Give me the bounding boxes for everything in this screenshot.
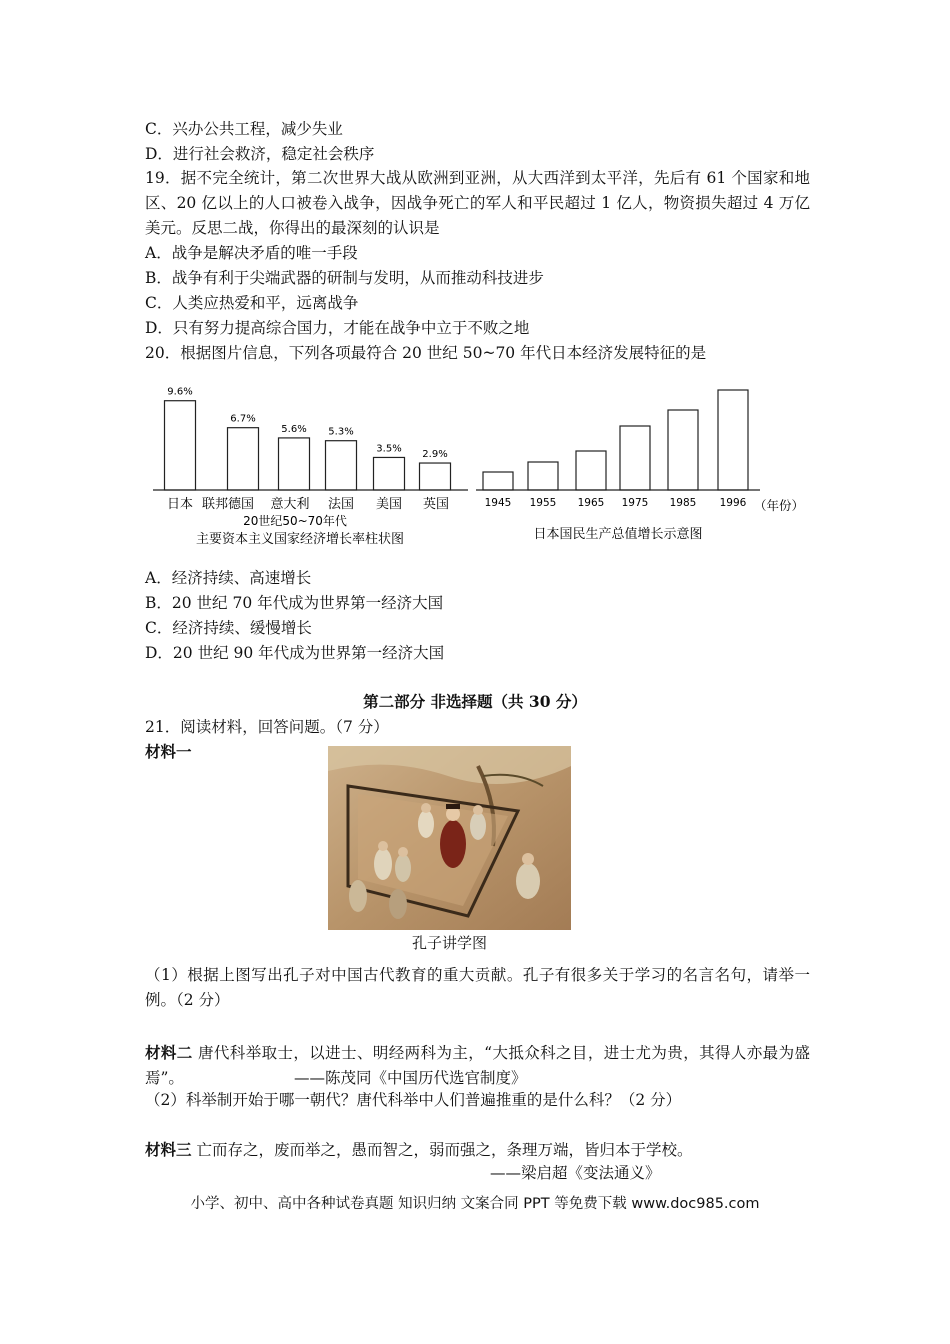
- bar-value-label-4: 3.5%: [376, 443, 402, 455]
- chart2-xlabel: （年份）: [754, 498, 805, 513]
- q20-stem: 20．根据图片信息，下列各项最符合 20 世纪 50~70 年代日本经济发展特征的是: [145, 344, 707, 362]
- gnp-bar-4: [668, 410, 698, 490]
- gnp-bar-0: [483, 472, 513, 490]
- material-2-source: ——陈茂同《中国历代选官制度》: [293, 1069, 527, 1087]
- category-label-0: 日本: [166, 497, 194, 512]
- material-2-label: 材料二: [145, 1043, 193, 1062]
- q19-stem: 19．据不完全统计，第二次世界大战从欧洲到亚洲，从大西洋到太平洋，先后有 61 个国家和地区、20 亿以上的人口被卷入战争，因战争死亡的军人和平民超过 1 亿人，物资损失超过 4 万亿美元。反思二战，你得出的最深刻的认识是: [145, 169, 810, 237]
- material-3-label: 材料三: [145, 1140, 192, 1159]
- bar-value-label-0: 9.6%: [167, 386, 193, 398]
- q19-option-b: B．战争有利于尖端武器的研制与发明，从而推动科技进步: [145, 269, 544, 287]
- year-label-0: 1945: [484, 497, 512, 509]
- q21-sub2: （2）科举制开始于哪一朝代？唐代科举中人们普遍推重的是什么科？（2 分）: [145, 1091, 682, 1109]
- gnp-growth-chart: [470, 375, 815, 555]
- year-label-1: 1955: [529, 497, 557, 509]
- gnp-bar-3: [620, 426, 650, 490]
- category-label-4: 美国: [375, 497, 403, 512]
- year-label-3: 1975: [621, 497, 649, 509]
- bar-value-label-2: 5.6%: [281, 423, 307, 435]
- q20-option-c: C．经济持续、缓慢增长: [145, 619, 312, 637]
- confucius-teaching-painting: [328, 746, 571, 930]
- year-label-2: 1965: [577, 497, 605, 509]
- material-3-text: 亡而存之，废而举之，愚而智之，弱而强之，条理万端，皆归本于学校。: [196, 1141, 693, 1159]
- gnp-bar-1: [528, 462, 558, 490]
- q21-sub1: （1）根据上图写出孔子对中国古代教育的重大贡献。孔子有很多关于学习的名言名句，请举一例。（2 分）: [145, 966, 810, 1009]
- material-1-label: 材料一: [145, 742, 192, 761]
- bar-1: [228, 428, 259, 490]
- footer-text: 小学、初中、高中各种试卷真题 知识归纳 文案合同 PPT 等免费下载 www.doc985.com: [190, 1196, 760, 1212]
- bar-4: [374, 457, 405, 490]
- chart2-title: 日本国民生产总值增长示意图: [533, 527, 703, 542]
- material-2-text: 唐代科举取士，以进士、明经两科为主，“大抵众科之目，进士尤为贵，其得人亦最为盛焉”。: [145, 1044, 810, 1087]
- gnp-bar-5: [718, 390, 748, 490]
- q18-option-c: C．兴办公共工程，减少失业: [145, 120, 343, 138]
- year-label-5: 1996: [719, 497, 747, 509]
- bar-value-label-3: 5.3%: [328, 426, 354, 438]
- material-3-source: ——梁启超《变法通义》: [490, 1164, 661, 1182]
- q20-option-a: A．经济持续、高速增长: [145, 569, 312, 587]
- material-2: [145, 1040, 810, 1091]
- material-3: [145, 1140, 692, 1160]
- bar-5: [420, 463, 451, 490]
- growth-rate-chart: [150, 375, 470, 555]
- q19-option-a: A．战争是解决矛盾的唯一手段: [145, 244, 358, 262]
- bar-3: [326, 441, 357, 490]
- q18-option-d: D．进行社会救济，稳定社会秩序: [145, 145, 375, 163]
- chart1-title: 主要资本主义国家经济增长率柱状图: [195, 532, 405, 547]
- q20-option-d: D．20 世纪 90 年代成为世界第一经济大国: [145, 644, 445, 662]
- category-label-2: 意大利: [270, 497, 310, 512]
- painting-caption: 孔子讲学图: [411, 934, 487, 952]
- q19-option-d: D．只有努力提高综合国力，才能在战争中立于不败之地: [145, 319, 530, 337]
- bar-0: [165, 401, 196, 490]
- q19-option-c: C．人类应热爱和平，远离战争: [145, 294, 359, 312]
- category-label-1: 联邦德国: [201, 497, 255, 512]
- q20-option-b: B．20 世纪 70 年代成为世界第一经济大国: [145, 594, 444, 612]
- part2-heading: 第二部分 非选择题（共 30 分）: [363, 692, 587, 711]
- bar-2: [279, 438, 310, 490]
- category-label-5: 英国: [422, 497, 450, 512]
- bar-value-label-5: 2.9%: [422, 449, 448, 461]
- gnp-bar-2: [576, 451, 606, 490]
- bar-value-label-1: 6.7%: [230, 413, 256, 425]
- category-label-3: 法国: [327, 497, 355, 512]
- chart1-subtitle: 20世纪50~70年代: [243, 514, 347, 528]
- year-label-4: 1985: [669, 497, 697, 509]
- q21-stem: 21．阅读材料，回答问题。（7 分）: [145, 718, 389, 736]
